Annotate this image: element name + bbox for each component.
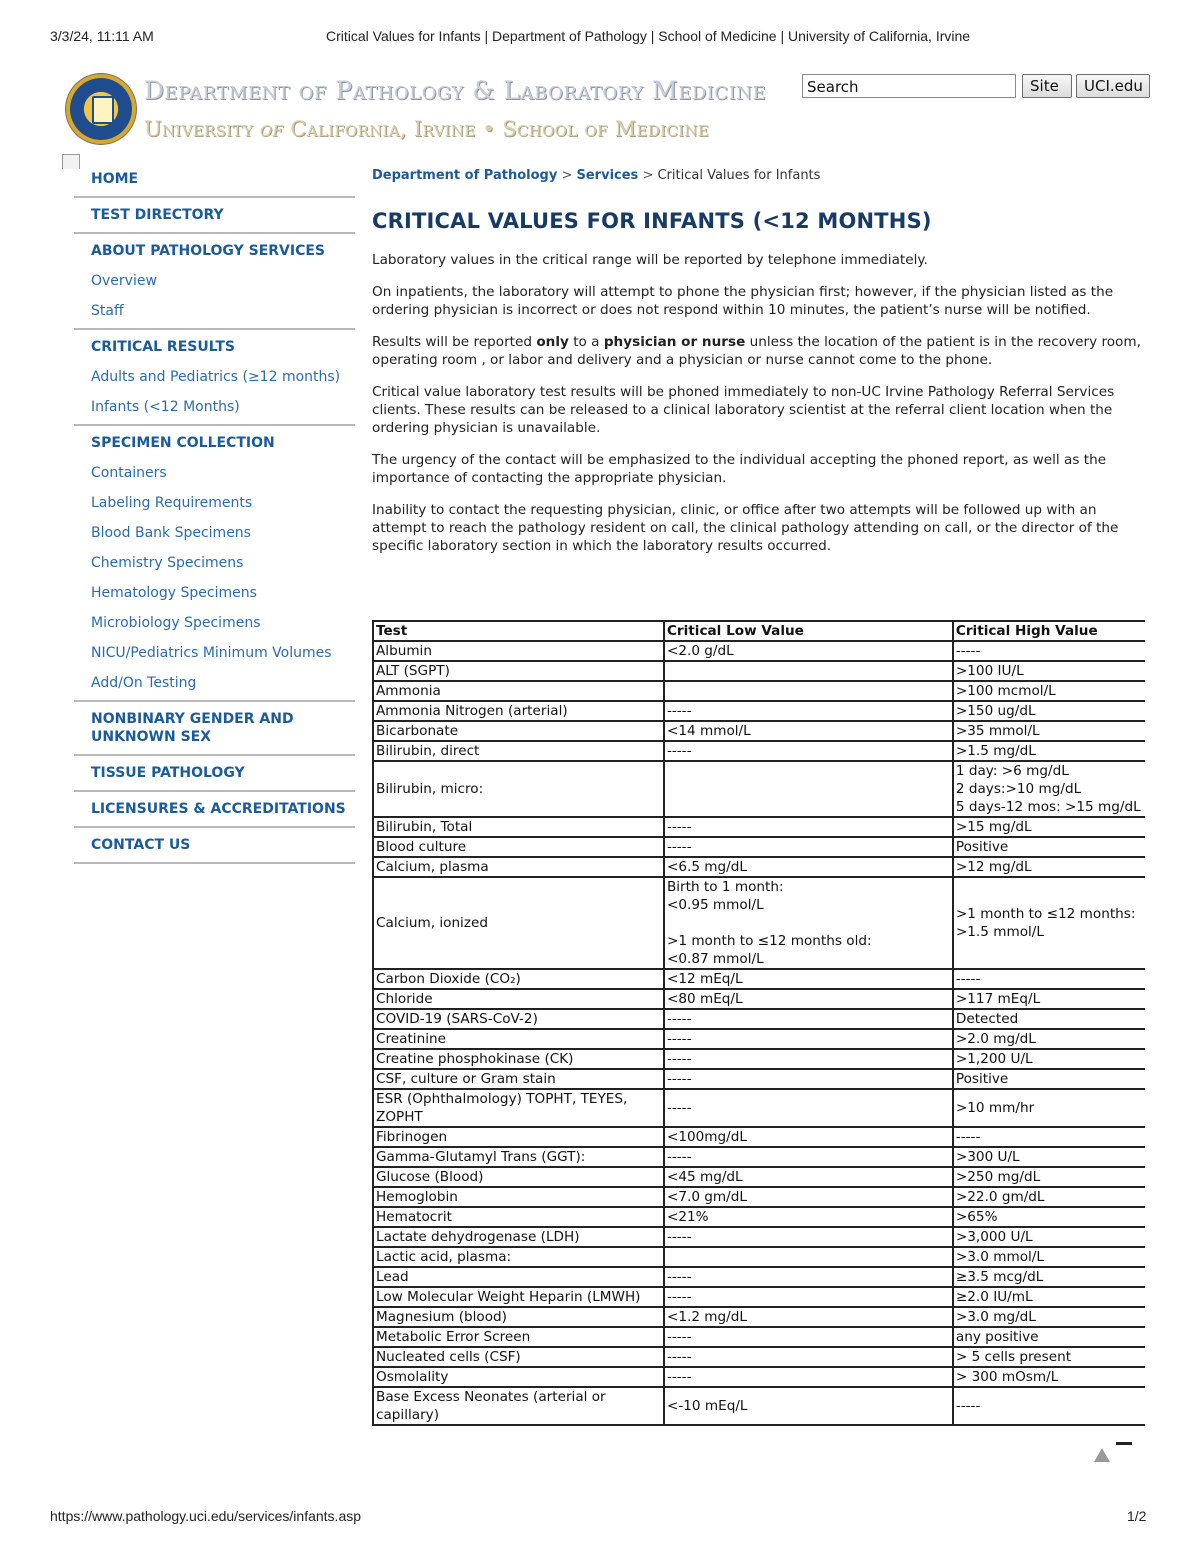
escalation-paragraph: Inability to contact the requesting physician, clinic, or office after two attempts will be followed up with an attempt to reach the pathology resident on call, the clinical pathology attending on call, or the director of the specific laboratory section in which the laboratory results occurred. bbox=[372, 502, 1119, 554]
cell-test: Fibrinogen bbox=[373, 1127, 664, 1147]
cell-test: Gamma-Glutamyl Trans (GGT): bbox=[373, 1147, 664, 1167]
search-input[interactable]: Search bbox=[802, 74, 1016, 98]
intro-paragraph: Laboratory values in the critical range will be reported by telephone immediately. bbox=[372, 252, 928, 268]
sidebar-group-test-directory bbox=[74, 198, 355, 234]
cell-critical-low: <80 mEq/L bbox=[664, 989, 953, 1009]
sidebar-item-specimen-collection[interactable]: SPECIMEN COLLECTION bbox=[91, 435, 275, 451]
sidebar-group-specimen bbox=[74, 426, 355, 702]
cell-test: Bicarbonate bbox=[373, 721, 664, 741]
cell-test: Hemoglobin bbox=[373, 1187, 664, 1207]
cell-critical-high: ----- bbox=[953, 1387, 1145, 1425]
cell-critical-high: >10 mm/hr bbox=[953, 1089, 1145, 1127]
print-footer bbox=[0, 1508, 1200, 1528]
cell-critical-high: ----- bbox=[953, 1127, 1145, 1147]
banner-department-title: Department of Pathology & Laboratory Medicine bbox=[144, 76, 767, 105]
cell-critical-high: >1 month to ≤12 months: >1.5 mmol/L bbox=[953, 877, 1145, 969]
table-row bbox=[373, 1029, 1145, 1049]
table-row bbox=[373, 817, 1145, 837]
header-test: Test bbox=[373, 621, 664, 641]
cell-test: Calcium, plasma bbox=[373, 857, 664, 877]
up-arrow-icon bbox=[1094, 1448, 1110, 1462]
cell-critical-low: ----- bbox=[664, 1009, 953, 1029]
cell-critical-high: 1 day: >6 mg/dL 2 days:>10 mg/dL 5 days-12 mos: >15 mg/dL bbox=[953, 761, 1145, 817]
table-header-row bbox=[373, 621, 1145, 641]
cell-critical-low: <1.2 mg/dL bbox=[664, 1307, 953, 1327]
sidebar-item-test-directory[interactable]: TEST DIRECTORY bbox=[91, 207, 224, 223]
print-page-number: 1/2 bbox=[1127, 1508, 1147, 1524]
sidebar-group-about bbox=[74, 234, 355, 330]
cell-test: Hematocrit bbox=[373, 1207, 664, 1227]
table-row bbox=[373, 1187, 1145, 1207]
table-row bbox=[373, 701, 1145, 721]
cell-critical-high: >35 mmol/L bbox=[953, 721, 1145, 741]
cell-test: Creatinine bbox=[373, 1029, 664, 1049]
table-row bbox=[373, 741, 1145, 761]
cell-critical-low: ----- bbox=[664, 817, 953, 837]
sidebar-item-critical-results[interactable]: CRITICAL RESULTS bbox=[91, 339, 235, 355]
sidebar-item-hematology[interactable]: Hematology Specimens bbox=[91, 585, 257, 601]
cell-test: Metabolic Error Screen bbox=[373, 1327, 664, 1347]
sidebar-group-nonbinary bbox=[74, 702, 355, 756]
sidebar-group-licensures bbox=[74, 792, 355, 828]
site-search-button[interactable]: Site bbox=[1022, 74, 1072, 98]
cell-test: ALT (SGPT) bbox=[373, 661, 664, 681]
main-content bbox=[372, 168, 1145, 555]
breadcrumb-separator: > bbox=[642, 168, 654, 183]
table-row bbox=[373, 837, 1145, 857]
table-row bbox=[373, 661, 1145, 681]
cell-critical-high: Detected bbox=[953, 1009, 1145, 1029]
sidebar-item-adults-pediatrics[interactable]: Adults and Pediatrics (≥12 months) bbox=[91, 369, 341, 385]
scroll-bar-mark bbox=[1116, 1442, 1132, 1445]
cell-critical-low: Birth to 1 month: <0.95 mmol/L >1 month to ≤12 months old: <0.87 mmol/L bbox=[664, 877, 953, 969]
breadcrumb-separator: > bbox=[561, 168, 573, 183]
cell-critical-low: ----- bbox=[664, 837, 953, 857]
sidebar-item-staff[interactable]: Staff bbox=[91, 303, 124, 319]
breadcrumb bbox=[372, 168, 1145, 183]
table-row bbox=[373, 1127, 1145, 1147]
cell-critical-low: <2.0 g/dL bbox=[664, 641, 953, 661]
sidebar-item-nicu-volumes[interactable]: NICU/Pediatrics Minimum Volumes bbox=[91, 645, 332, 661]
sidebar-item-add-on-testing[interactable]: Add/On Testing bbox=[91, 675, 197, 691]
table-row bbox=[373, 1049, 1145, 1069]
table-row bbox=[373, 1307, 1145, 1327]
cell-test: Bilirubin, micro: bbox=[373, 761, 664, 817]
cell-test: Nucleated cells (CSF) bbox=[373, 1347, 664, 1367]
cell-critical-high: >1,200 U/L bbox=[953, 1049, 1145, 1069]
header-critical-low: Critical Low Value bbox=[664, 621, 953, 641]
table-row bbox=[373, 1089, 1145, 1127]
sidebar-item-nonbinary[interactable]: NONBINARY GENDER AND UNKNOWN SEX bbox=[91, 711, 294, 745]
sidebar-item-about[interactable]: ABOUT PATHOLOGY SERVICES bbox=[91, 243, 326, 259]
sidebar-item-infants[interactable]: Infants (<12 Months) bbox=[91, 399, 240, 415]
sidebar-group-contact bbox=[74, 828, 355, 864]
table-row bbox=[373, 969, 1145, 989]
cell-critical-high: >100 IU/L bbox=[953, 661, 1145, 681]
cell-critical-high: ≥3.5 mcg/dL bbox=[953, 1267, 1145, 1287]
breadcrumb-current: Critical Values for Infants bbox=[657, 168, 821, 183]
cell-critical-high: Positive bbox=[953, 1069, 1145, 1089]
table-row bbox=[373, 681, 1145, 701]
cell-critical-low bbox=[664, 761, 953, 817]
header-critical-high: Critical High Value bbox=[953, 621, 1145, 641]
cell-critical-high: >250 mg/dL bbox=[953, 1167, 1145, 1187]
table-row bbox=[373, 721, 1145, 741]
table-row bbox=[373, 1069, 1145, 1089]
cell-critical-high: ----- bbox=[953, 641, 1145, 661]
table-row bbox=[373, 1347, 1145, 1367]
cell-critical-high: Positive bbox=[953, 837, 1145, 857]
cell-test: Magnesium (blood) bbox=[373, 1307, 664, 1327]
critical-values-table bbox=[372, 620, 1145, 1426]
cell-test: Blood culture bbox=[373, 837, 664, 857]
cell-critical-low bbox=[664, 681, 953, 701]
cell-test: Base Excess Neonates (arterial or capillary) bbox=[373, 1387, 664, 1425]
cell-critical-high: >1.5 mg/dL bbox=[953, 741, 1145, 761]
table-row bbox=[373, 989, 1145, 1009]
cell-critical-low: ----- bbox=[664, 1089, 953, 1127]
table-row bbox=[373, 1247, 1145, 1267]
cell-critical-low: <7.0 gm/dL bbox=[664, 1187, 953, 1207]
cell-critical-low bbox=[664, 1247, 953, 1267]
cell-test: Carbon Dioxide (CO₂) bbox=[373, 969, 664, 989]
cell-critical-high: > 300 mOsm/L bbox=[953, 1367, 1145, 1387]
cell-test: Glucose (Blood) bbox=[373, 1167, 664, 1187]
cell-test: Lactate dehydrogenase (LDH) bbox=[373, 1227, 664, 1247]
cell-critical-high: >15 mg/dL bbox=[953, 817, 1145, 837]
table-row bbox=[373, 1327, 1145, 1347]
cell-test: ESR (Ophthalmology) TOPHT, TEYES, ZOPHT bbox=[373, 1089, 664, 1127]
cell-critical-high: >150 ug/dL bbox=[953, 701, 1145, 721]
cell-critical-low: <6.5 mg/dL bbox=[664, 857, 953, 877]
cell-critical-low: ----- bbox=[664, 1147, 953, 1167]
cell-critical-low: ----- bbox=[664, 741, 953, 761]
table-row bbox=[373, 1227, 1145, 1247]
table-row bbox=[373, 1009, 1145, 1029]
cell-critical-low: ----- bbox=[664, 1347, 953, 1367]
cell-test: Ammonia Nitrogen (arterial) bbox=[373, 701, 664, 721]
cell-test: Calcium, ionized bbox=[373, 877, 664, 969]
cell-critical-high: >3.0 mmol/L bbox=[953, 1247, 1145, 1267]
banner-school-title: University of California, Irvine • School of Medicine bbox=[144, 117, 709, 141]
print-page-title: Critical Values for Infants | Department of Pathology | School of Medicine | University of California, Irvine bbox=[326, 28, 971, 44]
cell-critical-high: any positive bbox=[953, 1327, 1145, 1347]
cell-test: Osmolality bbox=[373, 1367, 664, 1387]
cell-critical-high: ----- bbox=[953, 969, 1145, 989]
urgency-paragraph: The urgency of the contact will be emphasized to the individual accepting the phoned report, as well as the importance of contacting the appropriate physician. bbox=[372, 452, 1107, 486]
cell-critical-high: >100 mcmol/L bbox=[953, 681, 1145, 701]
table-row bbox=[373, 877, 1145, 969]
cell-critical-low bbox=[664, 661, 953, 681]
cell-test: Creatine phosphokinase (CK) bbox=[373, 1049, 664, 1069]
table-row bbox=[373, 641, 1145, 661]
table-row bbox=[373, 1207, 1145, 1227]
sidebar-group-critical bbox=[74, 330, 355, 426]
breadcrumb-services[interactable]: Services bbox=[576, 168, 639, 183]
referral-paragraph: Critical value laboratory test results will be phoned immediately to non-UC Irvine Pathology Referral Services clients. These results can be released to a clinical laboratory scientist at the referral client location when the ordering physician is unavailable. bbox=[372, 384, 1115, 436]
print-datetime: 3/3/24, 11:11 AM bbox=[50, 28, 154, 44]
cell-critical-high: >3.0 mg/dL bbox=[953, 1307, 1145, 1327]
sidebar-item-overview[interactable]: Overview bbox=[91, 273, 157, 289]
table-row bbox=[373, 1367, 1145, 1387]
cell-critical-high: >65% bbox=[953, 1207, 1145, 1227]
table-row bbox=[373, 1147, 1145, 1167]
inpatient-paragraph: On inpatients, the laboratory will attempt to phone the physician first; however, if the physician listed as the ordering physician is incorrect or does not respond within 10 minutes, the patient’s nurse will be notified. bbox=[372, 284, 1114, 318]
table-row bbox=[373, 761, 1145, 817]
sidebar-item-labeling[interactable]: Labeling Requirements bbox=[91, 495, 253, 511]
cell-critical-low: <21% bbox=[664, 1207, 953, 1227]
cell-critical-high: >3,000 U/L bbox=[953, 1227, 1145, 1247]
cell-test: Bilirubin, Total bbox=[373, 817, 664, 837]
sidebar-nav bbox=[74, 162, 355, 864]
cell-critical-low: ----- bbox=[664, 1029, 953, 1049]
cell-test: Lead bbox=[373, 1267, 664, 1287]
cell-critical-high: >22.0 gm/dL bbox=[953, 1187, 1145, 1207]
cell-critical-low: <45 mg/dL bbox=[664, 1167, 953, 1187]
cell-test: Ammonia bbox=[373, 681, 664, 701]
sidebar-item-blood-bank[interactable]: Blood Bank Specimens bbox=[91, 525, 251, 541]
cell-critical-high: ≥2.0 IU/mL bbox=[953, 1287, 1145, 1307]
cell-test: CSF, culture or Gram stain bbox=[373, 1069, 664, 1089]
sidebar-item-microbiology[interactable]: Microbiology Specimens bbox=[91, 615, 261, 631]
table-row bbox=[373, 1387, 1145, 1425]
scroll-to-top-button[interactable] bbox=[1068, 1420, 1134, 1490]
cell-critical-low: ----- bbox=[664, 1367, 953, 1387]
cell-critical-high: >12 mg/dL bbox=[953, 857, 1145, 877]
sidebar-item-containers[interactable]: Containers bbox=[91, 465, 167, 481]
breadcrumb-department[interactable]: Department of Pathology bbox=[372, 168, 558, 183]
cell-critical-high: >300 U/L bbox=[953, 1147, 1145, 1167]
sidebar-item-contact-us[interactable]: CONTACT US bbox=[91, 837, 191, 853]
cell-critical-low: <-10 mEq/L bbox=[664, 1387, 953, 1425]
sidebar-group-home bbox=[74, 162, 355, 198]
cell-test: COVID-19 (SARS-CoV-2) bbox=[373, 1009, 664, 1029]
sidebar-item-licensures[interactable]: LICENSURES & ACCREDITATIONS bbox=[91, 801, 346, 817]
cell-critical-high: >2.0 mg/dL bbox=[953, 1029, 1145, 1049]
uc-seal-logo bbox=[66, 74, 136, 144]
cell-critical-low: <100mg/dL bbox=[664, 1127, 953, 1147]
cell-critical-low: ----- bbox=[664, 1227, 953, 1247]
reporting-paragraph: Results will be reported only to a physician or nurse unless the location of the patient is in the recovery room, operating room , or labor and delivery and a physician or nurse cannot come to the phone. bbox=[372, 334, 1141, 368]
table-row bbox=[373, 1287, 1145, 1307]
cell-critical-low: <12 mEq/L bbox=[664, 969, 953, 989]
main-content-clip bbox=[372, 0, 1145, 1553]
cell-critical-low: ----- bbox=[664, 1069, 953, 1089]
cell-test: Low Molecular Weight Heparin (LMWH) bbox=[373, 1287, 664, 1307]
table-row bbox=[373, 857, 1145, 877]
uci-search-button[interactable]: UCI.edu bbox=[1076, 74, 1150, 98]
sidebar-item-tissue-pathology[interactable]: TISSUE PATHOLOGY bbox=[91, 765, 245, 781]
cell-test: Lactic acid, plasma: bbox=[373, 1247, 664, 1267]
cell-critical-low: <14 mmol/L bbox=[664, 721, 953, 741]
sidebar-item-chemistry[interactable]: Chemistry Specimens bbox=[91, 555, 244, 571]
sidebar-group-tissue bbox=[74, 756, 355, 792]
table-row bbox=[373, 1267, 1145, 1287]
cell-test: Chloride bbox=[373, 989, 664, 1009]
cell-critical-low: ----- bbox=[664, 1327, 953, 1347]
table-row bbox=[373, 1167, 1145, 1187]
sidebar-item-home[interactable]: HOME bbox=[91, 171, 139, 187]
print-url: https://www.pathology.uci.edu/services/infants.asp bbox=[50, 1508, 362, 1524]
cell-critical-high: >117 mEq/L bbox=[953, 989, 1145, 1009]
cell-test: Albumin bbox=[373, 641, 664, 661]
cell-critical-high: > 5 cells present bbox=[953, 1347, 1145, 1367]
page-title: CRITICAL VALUES FOR INFANTS (<12 MONTHS) bbox=[372, 209, 932, 233]
cell-critical-low: ----- bbox=[664, 701, 953, 721]
cell-critical-low: ----- bbox=[664, 1267, 953, 1287]
cell-critical-low: ----- bbox=[664, 1287, 953, 1307]
cell-test: Bilirubin, direct bbox=[373, 741, 664, 761]
cell-critical-low: ----- bbox=[664, 1049, 953, 1069]
